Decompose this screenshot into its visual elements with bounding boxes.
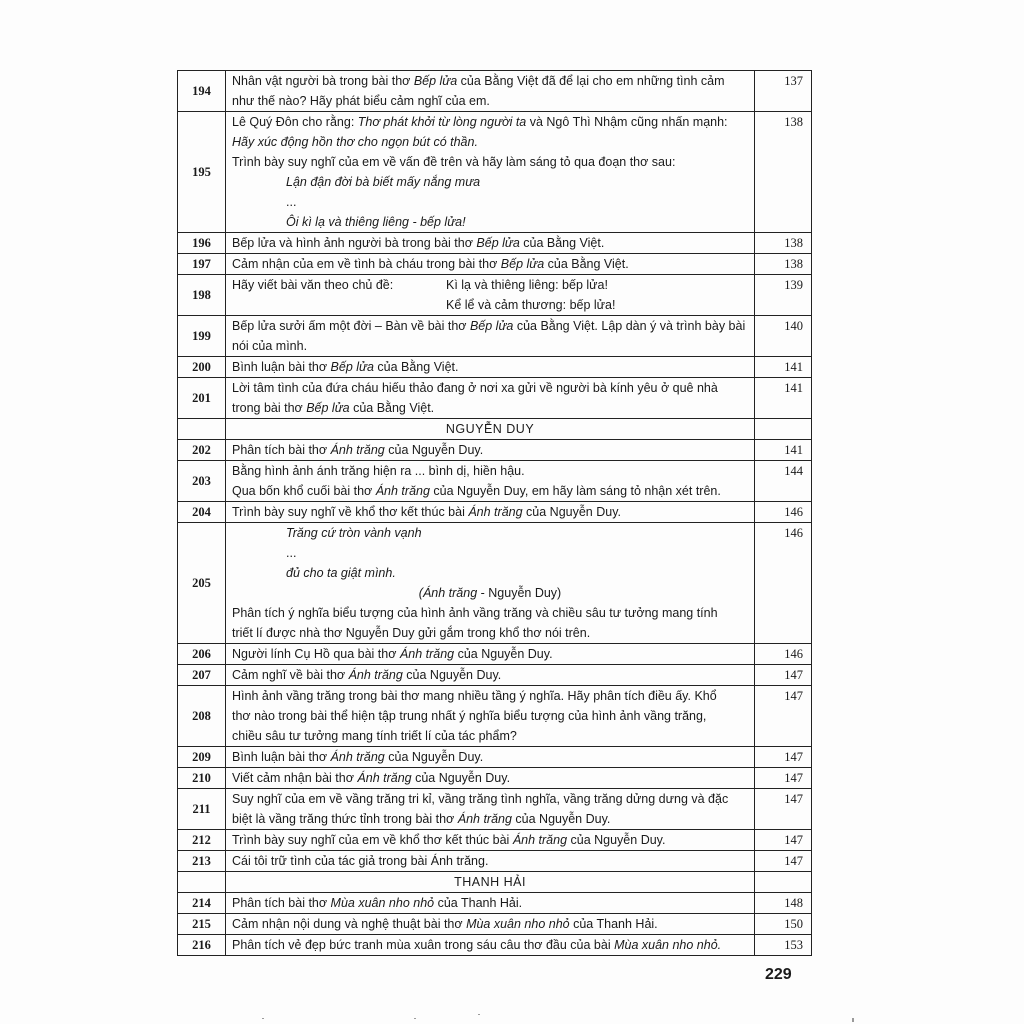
page-ref: 141 bbox=[755, 378, 812, 419]
theme-line bbox=[232, 295, 748, 315]
toc-row bbox=[178, 461, 812, 502]
page-ref: 144 bbox=[755, 461, 812, 502]
text-run: Viết cảm nhận bài thơ bbox=[232, 771, 358, 785]
text-run: của Nguyễn Duy. bbox=[384, 443, 484, 457]
toc-row bbox=[178, 357, 812, 378]
text-run: Nhân vật người bà trong bài thơ bbox=[232, 74, 414, 88]
text-run: và Ngô Thì Nhậm cũng nhấn mạnh: bbox=[526, 115, 728, 129]
entry-title bbox=[226, 686, 755, 747]
toc-row bbox=[178, 254, 812, 275]
text-run: của Bằng Việt. bbox=[349, 401, 435, 415]
entry-title bbox=[226, 914, 755, 935]
page-ref: 147 bbox=[755, 686, 812, 747]
text-run: - Nguyễn Duy) bbox=[477, 586, 562, 600]
scan-speck bbox=[852, 1018, 854, 1022]
entry-line bbox=[232, 91, 748, 111]
text-run: Trình bày suy nghĩ về khổ thơ kết thúc bài bbox=[232, 505, 469, 519]
italic-title: Ánh trăng bbox=[375, 484, 430, 498]
entry-line bbox=[232, 893, 748, 913]
italic-title: Ánh trăng bbox=[330, 443, 385, 457]
entry-title bbox=[226, 378, 755, 419]
italic-title: đủ cho ta giật mình. bbox=[286, 566, 396, 580]
text-run: ... bbox=[286, 546, 297, 560]
text-run: ... bbox=[286, 195, 297, 209]
page-ref: 150 bbox=[755, 914, 812, 935]
scan-speck bbox=[478, 1014, 480, 1015]
page-ref: 138 bbox=[755, 112, 812, 233]
entry-number: 209 bbox=[178, 747, 226, 768]
toc-row bbox=[178, 830, 812, 851]
entry-title bbox=[226, 768, 755, 789]
text-run: của Nguyễn Duy. bbox=[454, 647, 553, 661]
entry-number: 199 bbox=[178, 316, 226, 357]
entry-line bbox=[232, 563, 748, 583]
entry-number: 197 bbox=[178, 254, 226, 275]
entry-title bbox=[226, 275, 755, 316]
page-ref: 148 bbox=[755, 893, 812, 914]
entry-line bbox=[232, 357, 748, 377]
toc-row bbox=[178, 275, 812, 316]
entry-title bbox=[226, 665, 755, 686]
toc-row bbox=[178, 686, 812, 747]
text-run: Bằng hình ảnh ánh trăng hiện ra ... bình dị, hiền hậu. bbox=[232, 464, 525, 478]
entry-line bbox=[232, 71, 748, 91]
entry-number: 212 bbox=[178, 830, 226, 851]
page-ref: 146 bbox=[755, 502, 812, 523]
italic-title: Bếp lửa bbox=[413, 74, 458, 88]
text-run: của Nguyễn Duy. bbox=[384, 750, 484, 764]
entry-line bbox=[232, 502, 748, 522]
entry-title bbox=[226, 254, 755, 275]
text-run: của Bằng Việt. bbox=[544, 257, 629, 271]
italic-title: Ánh trăng bbox=[457, 812, 512, 826]
text-run: nói của mình. bbox=[232, 339, 308, 353]
text-run: của Nguyễn Duy. bbox=[567, 833, 666, 847]
page-ref: 141 bbox=[755, 357, 812, 378]
entry-number: 213 bbox=[178, 851, 226, 872]
text-run: của Nguyễn Duy. bbox=[522, 505, 621, 519]
page-ref: 139 bbox=[755, 275, 812, 316]
toc-row bbox=[178, 112, 812, 233]
toc-row bbox=[178, 914, 812, 935]
entry-line bbox=[232, 809, 748, 829]
scan-speck bbox=[262, 1018, 264, 1019]
italic-title: Trăng cứ tròn vành vạnh bbox=[286, 526, 422, 540]
entry-line bbox=[232, 481, 748, 501]
entry-title bbox=[226, 523, 755, 644]
italic-title: Ánh trăng bbox=[399, 647, 455, 661]
section-header-row bbox=[178, 872, 812, 893]
toc-row bbox=[178, 747, 812, 768]
num-cell-empty bbox=[178, 419, 226, 440]
entry-line bbox=[232, 398, 748, 418]
entry-line bbox=[232, 830, 748, 850]
entry-title bbox=[226, 502, 755, 523]
entry-number: 205 bbox=[178, 523, 226, 644]
page-cell-empty bbox=[755, 872, 812, 893]
page-ref: 141 bbox=[755, 440, 812, 461]
entry-number: 211 bbox=[178, 789, 226, 830]
entry-number: 200 bbox=[178, 357, 226, 378]
toc-row bbox=[178, 893, 812, 914]
text-run: trong bài thơ bbox=[232, 401, 307, 415]
entry-title bbox=[226, 893, 755, 914]
text-run: của Thanh Hải. bbox=[569, 917, 658, 931]
entry-number: 202 bbox=[178, 440, 226, 461]
entry-title bbox=[226, 233, 755, 254]
page-ref: 147 bbox=[755, 789, 812, 830]
scan-speck bbox=[414, 1018, 416, 1019]
entry-line bbox=[232, 316, 748, 336]
entry-line bbox=[232, 192, 748, 212]
italic-title: Ánh trăng bbox=[468, 505, 523, 519]
text-run: chiều sâu tư tưởng mang tính triết lí của tác phẩm? bbox=[232, 729, 517, 743]
entry-title bbox=[226, 644, 755, 665]
italic-title: (Ánh trăng bbox=[418, 586, 478, 600]
text-run: của Nguyễn Duy. bbox=[402, 668, 502, 682]
page-cell-empty bbox=[755, 419, 812, 440]
entry-line bbox=[232, 172, 748, 192]
italic-title: Bếp lửa bbox=[330, 360, 374, 374]
toc-row bbox=[178, 523, 812, 644]
text-run: của Nguyễn Duy, em hãy làm sáng tỏ nhận xét trên. bbox=[429, 484, 721, 498]
entry-title bbox=[226, 935, 755, 956]
text-run: Bình luận bài thơ bbox=[232, 750, 331, 764]
entry-title bbox=[226, 71, 755, 112]
text-run: của Bằng Việt. Lập dàn ý và trình bày bài bbox=[513, 319, 746, 333]
italic-title: Hãy xúc động hồn thơ cho ngọn bút có thần. bbox=[232, 135, 478, 149]
entry-number: 203 bbox=[178, 461, 226, 502]
table-of-contents bbox=[177, 70, 812, 956]
italic-title: Lận đận đời bà biết mấy nắng mưa bbox=[286, 175, 481, 189]
entry-line bbox=[232, 665, 748, 685]
text-run: triết lí được nhà thơ Nguyễn Duy gửi gắm trong khổ thơ nói trên. bbox=[232, 626, 591, 640]
entry-line bbox=[232, 747, 748, 767]
text-run: Suy nghĩ của em về vầng trăng tri kỉ, vầng trăng tình nghĩa, vầng trăng dửng dưng và đặc bbox=[232, 792, 729, 806]
page-ref: 147 bbox=[755, 768, 812, 789]
theme-value: Kể lể và cảm thương: bếp lửa! bbox=[446, 298, 616, 312]
section-title: THANH HẢI bbox=[226, 872, 755, 893]
italic-title: Ánh trăng bbox=[357, 771, 412, 785]
entry-line bbox=[232, 914, 748, 934]
text-run: Phân tích vẻ đẹp bức tranh mùa xuân trong sáu câu thơ đầu của bài bbox=[232, 938, 615, 952]
toc-row bbox=[178, 644, 812, 665]
page-ref: 138 bbox=[755, 233, 812, 254]
text-run: Bình luận bài thơ bbox=[232, 360, 331, 374]
entry-line bbox=[232, 440, 748, 460]
entry-line bbox=[232, 152, 748, 172]
text-run: như thế nào? Hãy phát biểu cảm nghĩ của em. bbox=[232, 94, 490, 108]
entry-line bbox=[232, 523, 748, 543]
entry-title bbox=[226, 851, 755, 872]
page-ref: 146 bbox=[755, 523, 812, 644]
entry-number: 206 bbox=[178, 644, 226, 665]
entry-title bbox=[226, 357, 755, 378]
text-run: Phân tích bài thơ bbox=[232, 443, 331, 457]
theme-label: Hãy viết bài văn theo chủ đề: bbox=[232, 278, 394, 292]
page-ref: 147 bbox=[755, 830, 812, 851]
entry-line bbox=[232, 706, 748, 726]
text-run: Lê Quý Đôn cho rằng: bbox=[232, 115, 358, 129]
toc-row bbox=[178, 233, 812, 254]
theme-line bbox=[232, 275, 748, 295]
num-cell-empty bbox=[178, 872, 226, 893]
toc-row bbox=[178, 378, 812, 419]
entry-line bbox=[232, 603, 748, 623]
entry-title bbox=[226, 830, 755, 851]
italic-title: Ánh trăng bbox=[512, 833, 568, 847]
italic-title: Bếp lửa bbox=[476, 236, 520, 250]
italic-title: Bếp lửa bbox=[500, 257, 545, 271]
text-run: Bếp lửa và hình ảnh người bà trong bài thơ bbox=[232, 236, 477, 250]
text-run: Người lính Cụ Hồ qua bài thơ bbox=[232, 647, 400, 661]
entry-line bbox=[232, 935, 748, 955]
section-title: NGUYỄN DUY bbox=[226, 419, 755, 440]
entry-number: 196 bbox=[178, 233, 226, 254]
entry-line bbox=[232, 644, 748, 664]
toc-row bbox=[178, 665, 812, 686]
entry-number: 194 bbox=[178, 71, 226, 112]
italic-title: Thơ phát khởi từ lòng người ta bbox=[357, 115, 527, 129]
entry-number: 215 bbox=[178, 914, 226, 935]
italic-title: Mùa xuân nho nhỏ. bbox=[614, 938, 722, 952]
text-run: của Bằng Việt đã để lại cho em những tình cảm bbox=[457, 74, 725, 88]
entry-line bbox=[232, 461, 748, 481]
entry-line bbox=[232, 233, 748, 253]
entry-line bbox=[232, 851, 748, 871]
entry-line bbox=[232, 132, 748, 152]
page-ref: 137 bbox=[755, 71, 812, 112]
italic-title: Bếp lửa bbox=[469, 319, 514, 333]
italic-title: Ôi kì lạ và thiêng liêng - bếp lửa! bbox=[286, 215, 466, 229]
text-run: Phân tích ý nghĩa biểu tượng của hình ảnh vầng trăng và chiều sâu tư tưởng mang tính bbox=[232, 606, 718, 620]
text-run: Trình bày suy nghĩ của em về khổ thơ kết thúc bài bbox=[232, 833, 513, 847]
text-run: Cảm nhận nội dung và nghệ thuật bài thơ bbox=[232, 917, 467, 931]
entry-title bbox=[226, 112, 755, 233]
text-run: Cảm nhận của em về tình bà cháu trong bài thơ bbox=[232, 257, 501, 271]
toc-body bbox=[178, 71, 812, 956]
entry-number: 201 bbox=[178, 378, 226, 419]
text-run: của Bằng Việt. bbox=[519, 236, 605, 250]
text-run: Phân tích bài thơ bbox=[232, 896, 331, 910]
toc-row bbox=[178, 789, 812, 830]
page-ref: 147 bbox=[755, 665, 812, 686]
entry-line bbox=[232, 789, 748, 809]
text-run: Cái tôi trữ tình của tác giả trong bài Ánh trăng. bbox=[232, 854, 489, 868]
text-run: của Bằng Việt. bbox=[373, 360, 459, 374]
entry-line bbox=[232, 254, 748, 274]
page-ref: 153 bbox=[755, 935, 812, 956]
entry-line bbox=[232, 212, 748, 232]
toc-row bbox=[178, 768, 812, 789]
entry-line bbox=[232, 336, 748, 356]
entry-line bbox=[232, 623, 748, 643]
page-ref: 138 bbox=[755, 254, 812, 275]
theme-value: Kì lạ và thiêng liêng: bếp lửa! bbox=[446, 278, 608, 292]
entry-number: 208 bbox=[178, 686, 226, 747]
italic-title: Mùa xuân nho nhỏ bbox=[330, 896, 435, 910]
text-run: Qua bốn khổ cuối bài thơ bbox=[232, 484, 376, 498]
entry-number: 210 bbox=[178, 768, 226, 789]
entry-line bbox=[232, 378, 748, 398]
page-ref: 146 bbox=[755, 644, 812, 665]
entry-number: 198 bbox=[178, 275, 226, 316]
section-header-row bbox=[178, 419, 812, 440]
toc-row bbox=[178, 851, 812, 872]
entry-number: 216 bbox=[178, 935, 226, 956]
entry-number: 214 bbox=[178, 893, 226, 914]
page-ref: 140 bbox=[755, 316, 812, 357]
text-run: Lời tâm tình của đứa cháu hiếu thảo đang ở nơi xa gửi về người bà kính yêu ở quê nhà bbox=[232, 381, 718, 395]
entry-number: 207 bbox=[178, 665, 226, 686]
entry-title bbox=[226, 789, 755, 830]
page-number: 229 bbox=[765, 966, 792, 983]
page-ref: 147 bbox=[755, 851, 812, 872]
toc-row bbox=[178, 71, 812, 112]
toc-row bbox=[178, 935, 812, 956]
text-run: của Nguyễn Duy. bbox=[411, 771, 511, 785]
text-run: của Nguyễn Duy. bbox=[511, 812, 611, 826]
text-run: biệt là vầng trăng thức tỉnh trong bài thơ bbox=[232, 812, 458, 826]
text-run: Hình ảnh vầng trăng trong bài thơ mang nhiều tầng ý nghĩa. Hãy phân tích điều ấy. Khổ bbox=[232, 689, 717, 703]
italic-title: Mùa xuân nho nhỏ bbox=[466, 917, 570, 931]
italic-title: Bếp lửa bbox=[306, 401, 350, 415]
text-run: Cảm nghĩ về bài thơ bbox=[232, 668, 349, 682]
entry-number: 204 bbox=[178, 502, 226, 523]
entry-title bbox=[226, 440, 755, 461]
entry-line bbox=[232, 686, 748, 706]
text-run: của Thanh Hải. bbox=[434, 896, 523, 910]
entry-line bbox=[232, 583, 748, 603]
entry-line bbox=[232, 726, 748, 746]
text-run: Bếp lửa sưởi ấm một đời – Bàn về bài thơ bbox=[232, 319, 470, 333]
text-run: Trình bày suy nghĩ của em về vấn đề trên và hãy làm sáng tỏ qua đoạn thơ sau: bbox=[232, 155, 676, 169]
entry-title bbox=[226, 461, 755, 502]
page-ref: 147 bbox=[755, 747, 812, 768]
entry-number: 195 bbox=[178, 112, 226, 233]
toc-row bbox=[178, 316, 812, 357]
italic-title: Ánh trăng bbox=[348, 668, 403, 682]
toc-row bbox=[178, 502, 812, 523]
entry-line bbox=[232, 543, 748, 563]
italic-title: Ánh trăng bbox=[330, 750, 385, 764]
entry-title bbox=[226, 316, 755, 357]
entry-line bbox=[232, 768, 748, 788]
entry-title bbox=[226, 747, 755, 768]
entry-line bbox=[232, 112, 748, 132]
toc-row bbox=[178, 440, 812, 461]
text-run: thơ nào trong bài thể hiện tập trung nhất ý nghĩa biểu tượng của hình ảnh vầng trăng, bbox=[232, 709, 707, 723]
